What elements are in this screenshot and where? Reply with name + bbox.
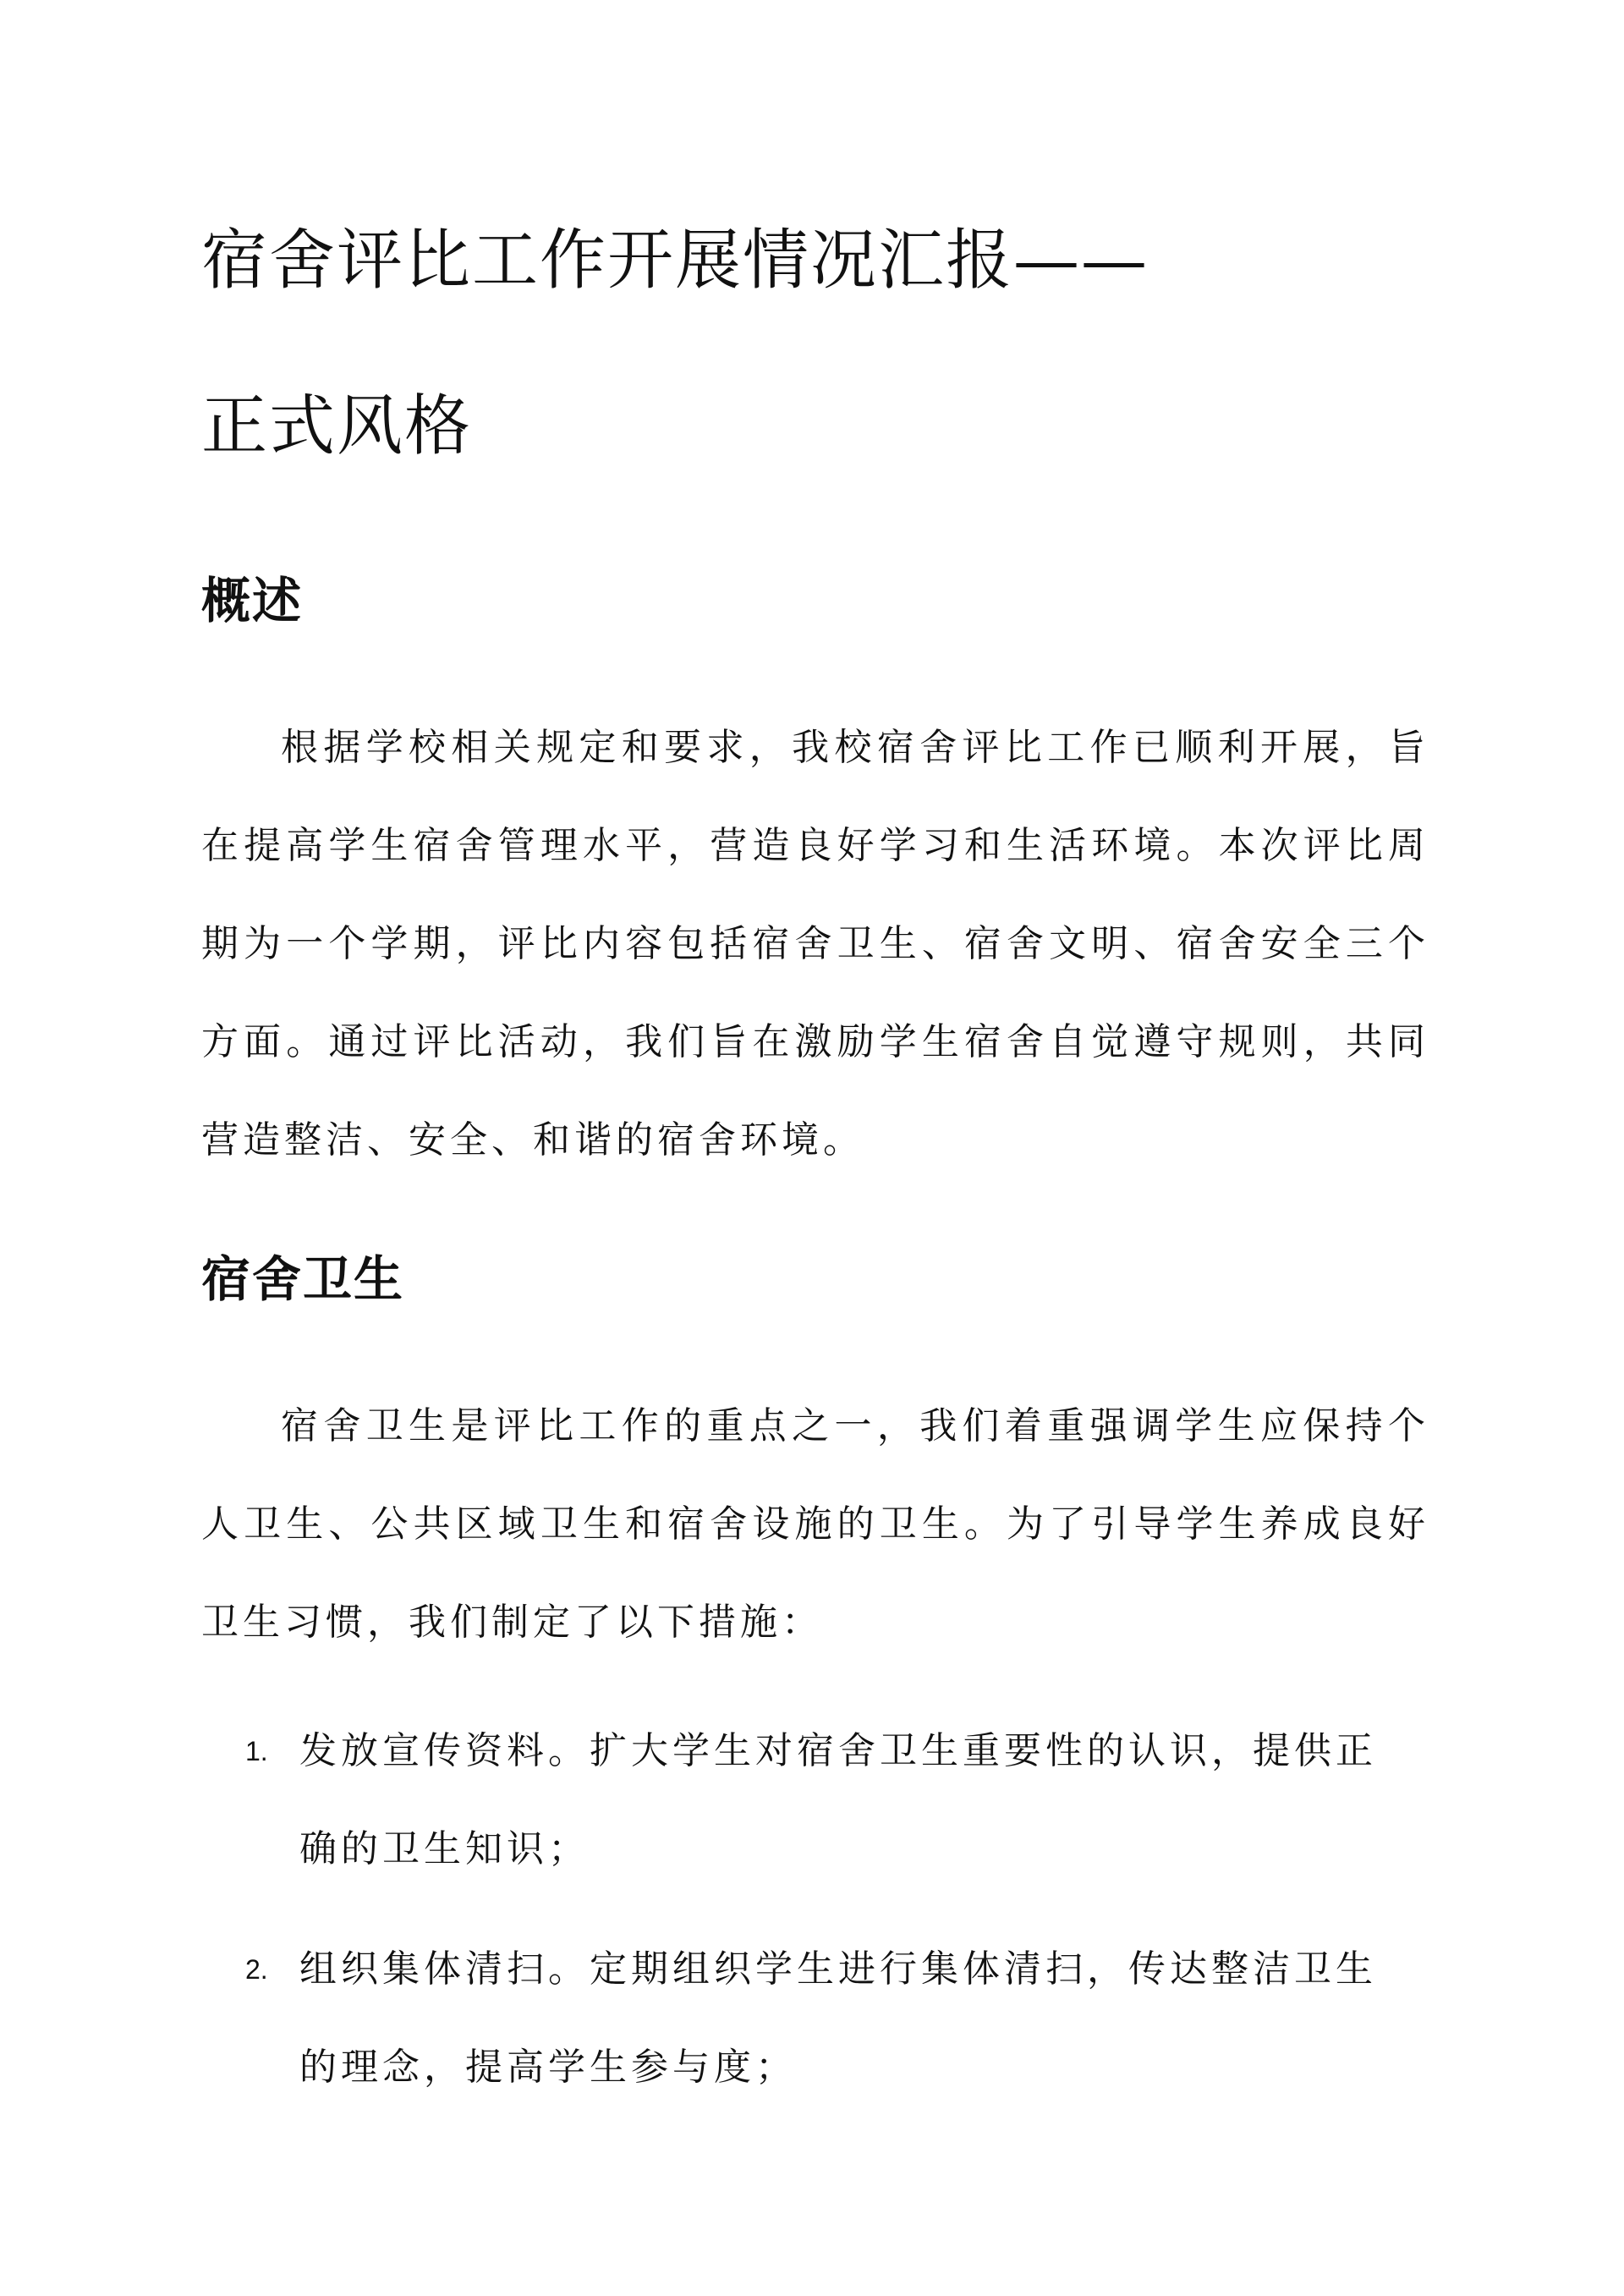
list-item xyxy=(201,1920,1402,2117)
dorm-hygiene-paragraph: 宿舍卫生是评比工作的重点之一，我们着重强调学生应保持个人卫生、公共区域卫生和宿舍设施的卫生。为了引导学生养成良好卫生习惯，我们制定了以下措施： xyxy=(201,1404,1429,1644)
list-item-text: 组织集体清扫。定期组织学生进行集体清扫，传达整洁卫生的理念，提高学生参与度； xyxy=(299,1947,1377,2089)
title-line-2: 正式风格 xyxy=(201,388,473,464)
list-item-text: 发放宣传资料。扩大学生对宿舍卫生重要性的认识，提供正确的卫生知识； xyxy=(299,1729,1377,1870)
list-item-number: 1. xyxy=(245,1736,268,1766)
section-heading-dorm-hygiene: 宿舍卫生 xyxy=(201,1250,405,1308)
overview-paragraph: 根据学校相关规定和要求，我校宿舍评比工作已顺利开展，旨在提高学生宿舍管理水平，营造良好学习和生活环境。本次评比周期为一个学期，评比内容包括宿舍卫生、宿舍文明、宿舍安全三个方面。通过评比活动，我们旨在激励学生宿舍自觉遵守规则，共同营造整洁、安全、和谐的宿舍环境。 xyxy=(201,726,1429,1162)
list-item xyxy=(201,1702,1402,1898)
document-title xyxy=(201,178,1436,509)
title-line-1: 宿舍评比工作开展情况汇报—— xyxy=(201,222,1149,299)
hygiene-measures-list xyxy=(201,1702,1402,2139)
section-heading-overview: 概述 xyxy=(201,572,304,629)
list-item-number: 2. xyxy=(245,1954,268,1985)
